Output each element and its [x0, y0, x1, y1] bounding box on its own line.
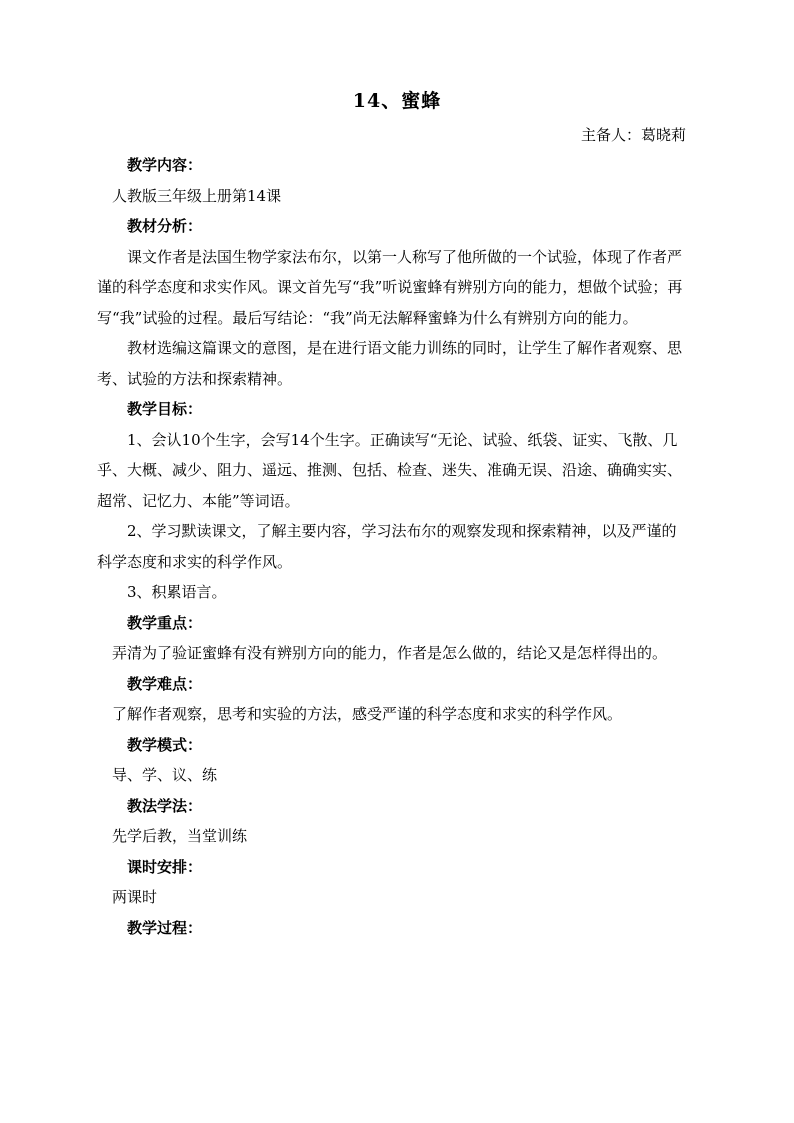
section-heading-analysis: 教材分析： — [127, 217, 203, 235]
difficulty-text: 了解作者观察，思考和实验的方法，感受严谨的科学态度和求实的科学作风。 — [112, 705, 623, 723]
goal-item-1: 1、会认10个生字，会写14个生字。正确读写“无论、试验、纸袋、证实、飞散、几乎、大概、减少、阻力、遥远、推测、包括、检查、迷失、准确无误、沿途、确确实实、超常、记忆力、本能”等词语。 — [97, 430, 683, 510]
analysis-paragraph-2: 教材选编这篇课文的意图，是在进行语文能力训练的同时，让学生了解作者观察、思考、试验的方法和探索精神。 — [97, 339, 683, 388]
section-heading-key-points: 教学重点： — [127, 613, 203, 632]
section-heading-schedule: 课时安排： — [127, 857, 203, 876]
schedule-text: 两课时 — [112, 888, 158, 906]
author-line: 主备人：葛晓莉 — [580, 126, 686, 144]
method-text: 先学后教，当堂训练 — [112, 827, 248, 845]
goal-item-2: 2、学习默读课文，了解主要内容，学习法布尔的观察发现和探索精神，以及严谨的科学态度和求实的科学作风。 — [97, 522, 677, 571]
section-heading-content: 教学内容： — [127, 156, 203, 174]
section-heading-method: 教法学法： — [127, 796, 203, 815]
key-points-text: 弄清为了验证蜜蜂有没有辨别方向的能力，作者是怎么做的，结论又是怎样得出的。 — [112, 644, 668, 662]
document-title: 14、蜜蜂 — [352, 90, 442, 112]
section-heading-process: 教学过程： — [127, 918, 203, 937]
analysis-paragraph-1: 课文作者是法国生物学家法布尔，以第一人称写了他所做的一个试验，体现了作者严谨的科学态度和求实作风。课文首先写“我”听说蜜蜂有辨别方向的能力，想做个试验；再写“我”试验的过程。最后写结论：“我”尚无法解释蜜蜂为什么有辨别方向的能力。 — [97, 247, 683, 327]
section-heading-mode: 教学模式： — [127, 735, 203, 754]
content-text: 人教版三年级上册第14课 — [112, 186, 282, 205]
goal-item-3: 3、积累语言。 — [127, 583, 227, 601]
mode-text: 导、学、议、练 — [112, 766, 218, 784]
section-heading-goals: 教学目标： — [127, 400, 203, 418]
document-body — [97, 150, 689, 943]
section-heading-difficulty: 教学难点： — [127, 674, 203, 693]
